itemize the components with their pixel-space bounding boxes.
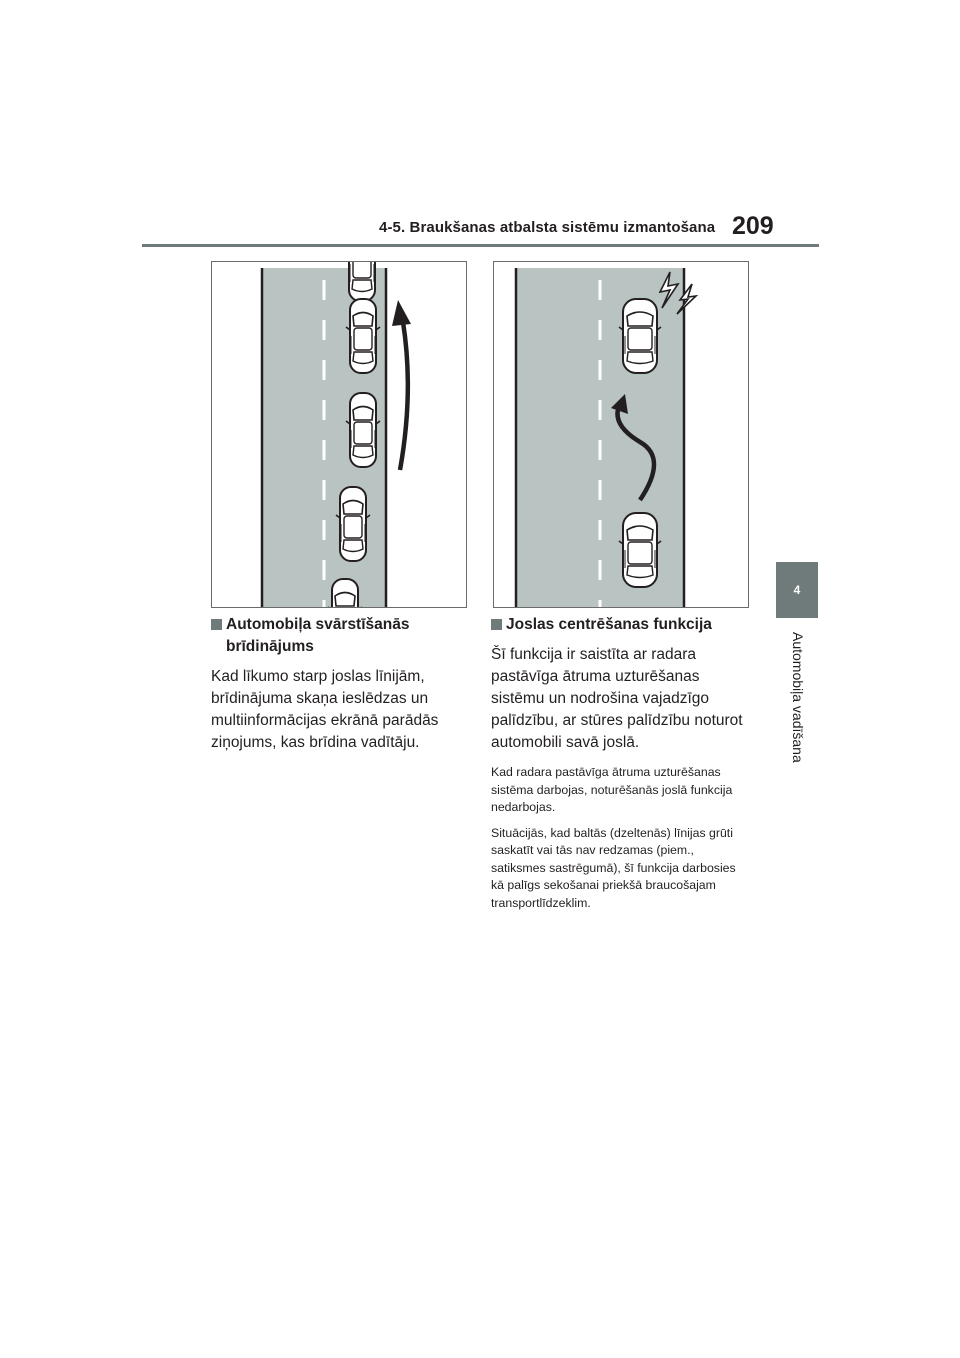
lane-centering-text: Šī funkcija ir saistīta ar radara pastāvīga ātruma uzturēšanas sistēmu un nodrošina vajadzīgo palīdzību, ar stūres palīdzību noturot automobili savā joslā. xyxy=(491,646,743,751)
sway-warning-illustration xyxy=(211,261,467,608)
page-number: 209 xyxy=(732,212,774,240)
road-surface xyxy=(516,268,684,608)
square-bullet-icon xyxy=(211,619,222,630)
header-divider xyxy=(142,244,819,247)
car-icon xyxy=(328,579,362,608)
square-bullet-icon xyxy=(491,619,502,630)
car-icon xyxy=(619,513,661,587)
sway-arrow-icon xyxy=(400,322,408,470)
lane-centering-note: Kad radara pastāvīga ātruma uzturēšanas sistēma darbojas, noturēšanās joslā funkcija nedarbojas. xyxy=(491,765,733,814)
car-icon xyxy=(619,299,661,373)
chapter-title: Automobiļa vadīšana xyxy=(790,632,806,763)
chapter-tab: 4 xyxy=(776,562,818,618)
arrow-head-icon xyxy=(392,300,411,326)
sway-warning-text: Kad līkumo starp joslas līnijām, brīdinājuma skaņa ieslēdzas un multiinformācijas ekrānā parādās ziņojums, kas brīdina vadītāju. xyxy=(211,668,439,751)
car-icon xyxy=(346,299,380,373)
car-icon xyxy=(346,393,380,467)
lane-centering-illustration xyxy=(493,261,749,608)
sway-warning-heading: Automobiļa svārstīšanās brīdinājums xyxy=(211,614,469,658)
car-icon xyxy=(345,262,379,301)
car-icon xyxy=(336,487,370,561)
lane-centering-heading: Joslas centrēšanas funkcija xyxy=(491,614,749,636)
right-column xyxy=(491,614,749,920)
left-column xyxy=(211,614,469,764)
lane-centering-note: Situācijās, kad baltās (dzeltenās) līnijas grūti saskatīt vai tās nav redzamas (piem., satiksmes sastrēgumā), šī funkcija darbosies kā palīgs sekošanai priekšā braucošajam transportlīdzeklim. xyxy=(491,825,736,910)
section-title: 4-5. Braukšanas atbalsta sistēmu izmantošana xyxy=(379,219,716,236)
